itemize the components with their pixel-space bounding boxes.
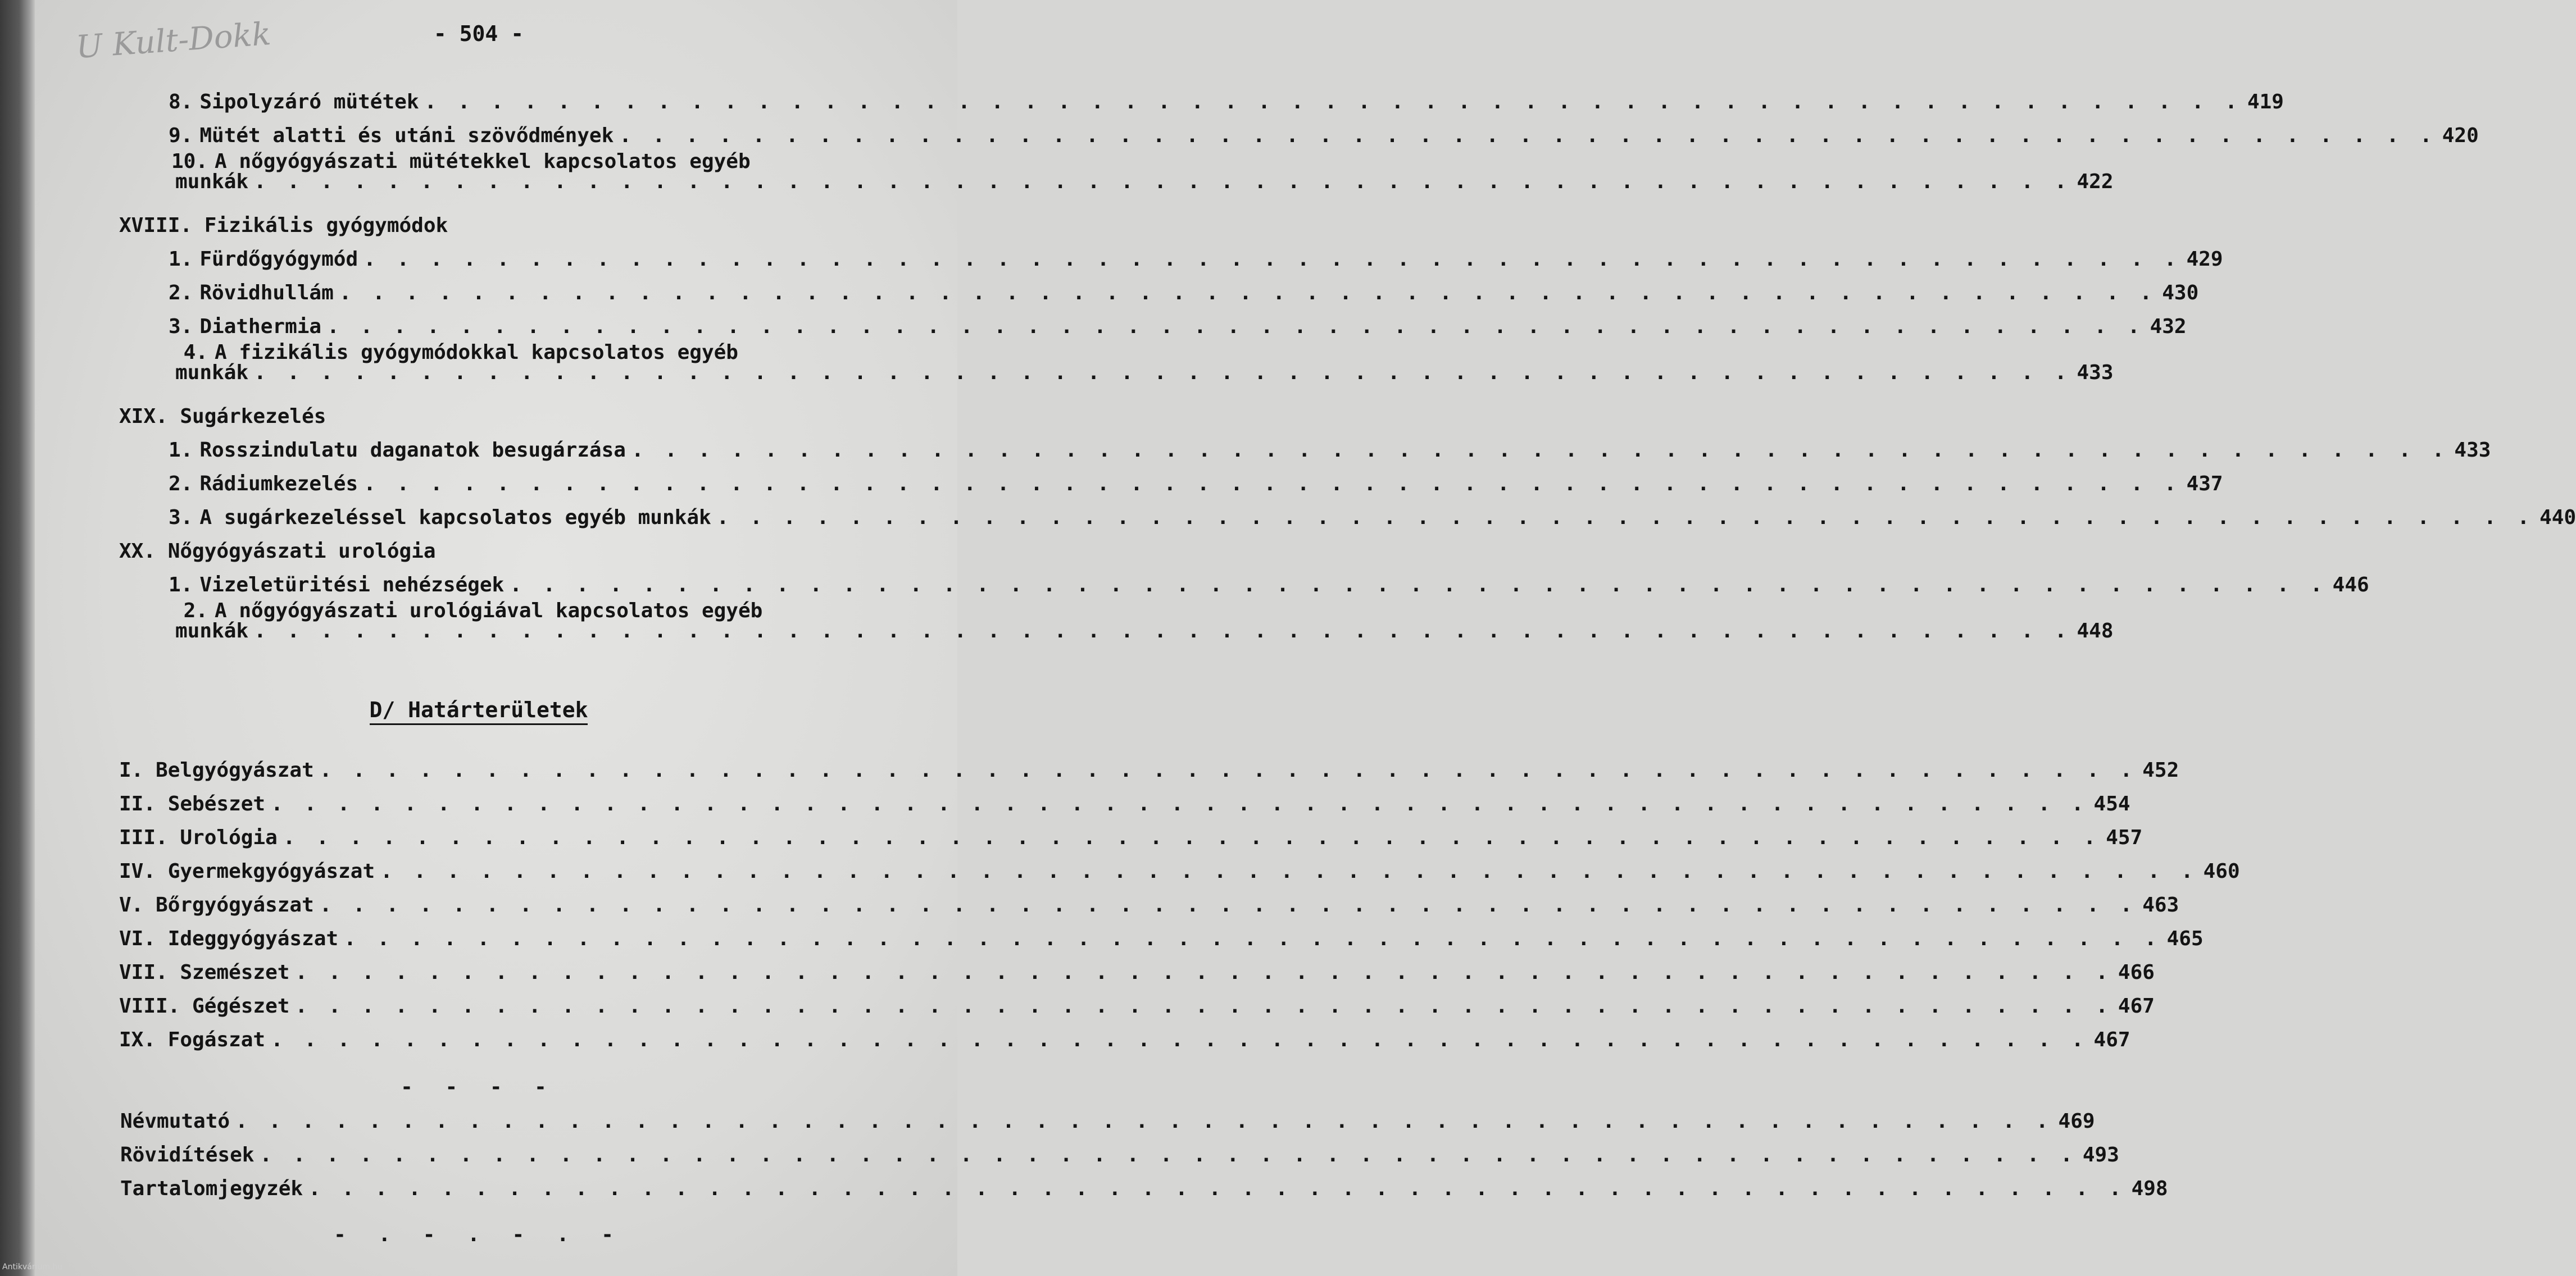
entry-page: 432 [2150, 315, 2187, 338]
leader-dots: . . . . . . . . . . . . . . . . . . . . . . . . . . . . . . . . . . . . . . . . . . . . . . . . . . . . . . . [254, 361, 2071, 384]
border-area-entry [119, 927, 2204, 951]
entry-number: 2. [169, 472, 193, 495]
leader-dots: . . . . . . . . . . . . . . . . . . . . . . . . . . . . . . . . . . . . . . . . . . . . . . . . . . . . . . . [271, 1028, 2088, 1051]
entry-page: 460 [2203, 860, 2240, 883]
leader-dots: . . . . . . . . . . . . . . . . . . . . . . . . . . . . . . . . . . . . . . . . . . . . . . . . . . . . . . . [380, 860, 2198, 883]
toc-entry-continued [169, 619, 2114, 644]
leader-dots: . . . . . . . . . . . . . . . . . . . . . . . . . . . . . . . . . . . . . . . . . . . . . . . . . . . . . . . [295, 961, 2112, 984]
entry-page: 452 [2142, 759, 2179, 782]
entry-page: 469 [2058, 1110, 2095, 1133]
entry-number: 8. [169, 90, 193, 113]
leader-dots: . . . . . . . . . . . . . . . . . . . . . . . . . . . . . . . . . . . . . . . . . . . . . . . . . . . . . . . [327, 315, 2145, 338]
toc-entry [169, 90, 2284, 115]
entry-number: 9. [169, 124, 193, 147]
entry-title: Diathermia [199, 315, 322, 338]
entry-title: V. Bőrgyógyászat [119, 894, 314, 917]
entry-title: Rosszindulatu daganatok besugárzása [199, 439, 626, 462]
entry-number: 1. [169, 248, 193, 271]
pencil-note: U Kult-Dokk [75, 15, 272, 66]
toc-entry [169, 247, 2223, 272]
toc-entry-continued [169, 170, 2114, 194]
leader-dots: . . . . . . . . . . . . . . . . . . . . . . . . . . . . . . . . . . . . . . . . . . . . . . . . . . . . . . . [295, 995, 2112, 1018]
entry-page: 467 [2093, 1028, 2130, 1051]
separator: - - - - [401, 1076, 557, 1099]
entry-title: Rádiumkezelés [199, 472, 358, 495]
chapter-heading: XIX. Sugárkezelés [119, 405, 326, 428]
entry-page: 446 [2332, 573, 2369, 596]
entry-title: Vizeletüritési nehézségek [199, 573, 505, 596]
leader-dots: . . . . . . . . . . . . . . . . . . . . . . . . . . . . . . . . . . . . . . . . . . . . . . . . . . . . . . . [254, 170, 2071, 193]
leader-dots: . . . . . . . . . . . . . . . . . . . . . . . . . . . . . . . . . . . . . . . . . . . . . . . . . . . . . . . [364, 248, 2181, 271]
entry-page: 422 [2077, 170, 2114, 193]
entry-title: munkák [175, 619, 249, 642]
leader-dots: . . . . . . . . . . . . . . . . . . . . . . . . . . . . . . . . . . . . . . . . . . . . . . . . . . . . . . . [716, 506, 2534, 529]
appendix-entry [120, 1109, 2095, 1134]
entry-page: 433 [2077, 361, 2114, 384]
entry-page: 457 [2106, 826, 2143, 849]
page-number: - 504 - [433, 21, 524, 46]
entry-page: 465 [2166, 927, 2204, 950]
entry-title: VI. Ideggyógyászat [119, 927, 339, 950]
leader-dots: . . . . . . . . . . . . . . . . . . . . . . . . . . . . . . . . . . . . . . . . . . . . . . . . . . . . . . . [424, 90, 2242, 113]
toc-entry [169, 281, 2199, 306]
entry-title: A nőgyógyászati urológiával kapcsolatos egyéb [215, 599, 763, 622]
entry-page: 448 [2077, 619, 2114, 642]
entry-title: Sipolyzáró mütétek [199, 90, 419, 113]
entry-title: Rövidhullám [199, 281, 334, 304]
entry-page: 430 [2162, 281, 2199, 304]
leader-dots: . . . . . . . . . . . . . . . . . . . . . . . . . . . . . . . . . . . . . . . . . . . . . . . . . . . . . . . [619, 124, 2437, 147]
watermark: Antikvárium.hu [2, 1263, 63, 1272]
entry-number: 1. [169, 439, 193, 462]
leader-dots: . . . . . . . . . . . . . . . . . . . . . . . . . . . . . . . . . . . . . . . . . . . . . . . . . . . . . . . [319, 759, 2137, 782]
border-area-entry [119, 960, 2155, 985]
toc-entry [169, 124, 2479, 148]
entry-page: 454 [2093, 792, 2130, 815]
entry-title: munkák [175, 170, 249, 193]
entry-title: III. Urológia [119, 826, 278, 849]
entry-page: 493 [2082, 1143, 2119, 1166]
section-title: D/ Határterületek [0, 698, 957, 722]
toc-entry [169, 472, 2223, 496]
entry-title: IX. Fogászat [119, 1028, 266, 1051]
entry-title: Rövidítések [120, 1143, 255, 1166]
entry-page: 440 [2539, 506, 2576, 529]
leader-dots: . . . . . . . . . . . . . . . . . . . . . . . . . . . . . . . . . . . . . . . . . . . . . . . . . . . . . . . [235, 1110, 2053, 1133]
appendix-entry [120, 1177, 2168, 1201]
entry-title: Mütét alatti és utáni szövődmények [199, 124, 614, 147]
appendix-entry [120, 1143, 2119, 1168]
leader-dots: . . . . . . . . . . . . . . . . . . . . . . . . . . . . . . . . . . . . . . . . . . . . . . . . . . . . . . . [364, 472, 2181, 495]
entry-page: 437 [2186, 472, 2223, 495]
border-area-entry [119, 758, 2179, 783]
leader-dots: . . . . . . . . . . . . . . . . . . . . . . . . . . . . . . . . . . . . . . . . . . . . . . . . . . . . . . . [344, 927, 2161, 950]
entry-number: 3. [169, 506, 193, 529]
entry-title: VIII. Gégészet [119, 995, 290, 1018]
toc-entry [169, 573, 2369, 598]
entry-title: VII. Szemészet [119, 961, 290, 984]
entry-page: 466 [2118, 961, 2155, 984]
entry-page: 420 [2442, 124, 2479, 147]
entry-number: 1. [169, 573, 193, 596]
entry-title: Fürdőgyógymód [199, 248, 358, 271]
leader-dots: . . . . . . . . . . . . . . . . . . . . . . . . . . . . . . . . . . . . . . . . . . . . . . . . . . . . . . . [254, 619, 2071, 642]
leader-dots: . . . . . . . . . . . . . . . . . . . . . . . . . . . . . . . . . . . . . . . . . . . . . . . . . . . . . . . [631, 439, 2449, 462]
leader-dots: . . . . . . . . . . . . . . . . . . . . . . . . . . . . . . . . . . . . . . . . . . . . . . . . . . . . . . . [271, 792, 2088, 815]
border-area-entry [119, 792, 2130, 817]
toc-entry [169, 505, 2576, 530]
entry-title: I. Belgyógyászat [119, 759, 314, 782]
border-area-entry [119, 1028, 2130, 1052]
border-area-entry [119, 859, 2240, 884]
entry-page: 467 [2118, 995, 2155, 1018]
entry-title: IV. Gyermekgyógyászat [119, 860, 375, 883]
entry-page: 419 [2247, 90, 2284, 113]
entry-title: munkák [175, 361, 249, 384]
separator: - . - . - . - [334, 1223, 624, 1246]
entry-page: 498 [2131, 1177, 2168, 1200]
entry-title: A sugárkezeléssel kapcsolatos egyéb munkák [199, 506, 711, 529]
chapter-heading: XVIII. Fizikális gyógymódok [119, 214, 448, 237]
entry-title: A fizikális gyógymódokkal kapcsolatos egyéb [215, 341, 738, 364]
entry-title: A nőgyógyászati mütétekkel kapcsolatos egyéb [215, 150, 751, 173]
entry-number: 3. [169, 315, 193, 338]
chapter-heading: XX. Nőgyógyászati urológia [119, 540, 436, 563]
leader-dots: . . . . . . . . . . . . . . . . . . . . . . . . . . . . . . . . . . . . . . . . . . . . . . . . . . . . . . . [510, 573, 2327, 596]
entry-title: Tartalomjegyzék [120, 1177, 303, 1200]
entry-number: 2. [169, 281, 193, 304]
entry-page: 429 [2186, 248, 2223, 271]
leader-dots: . . . . . . . . . . . . . . . . . . . . . . . . . . . . . . . . . . . . . . . . . . . . . . . . . . . . . . . [339, 281, 2157, 304]
leader-dots: . . . . . . . . . . . . . . . . . . . . . . . . . . . . . . . . . . . . . . . . . . . . . . . . . . . . . . . [308, 1177, 2126, 1200]
toc-entry-continued [169, 361, 2114, 385]
entry-page: 433 [2454, 439, 2491, 462]
entry-page: 463 [2142, 894, 2179, 917]
entry-number: 4. [183, 341, 208, 364]
toc-entry [169, 315, 2187, 339]
leader-dots: . . . . . . . . . . . . . . . . . . . . . . . . . . . . . . . . . . . . . . . . . . . . . . . . . . . . . . . [319, 894, 2137, 917]
border-area-entry [119, 893, 2179, 918]
entry-title: Névmutató [120, 1110, 230, 1133]
toc-entry [169, 438, 2491, 463]
border-area-entry [119, 826, 2143, 850]
border-area-entry [119, 994, 2155, 1019]
leader-dots: . . . . . . . . . . . . . . . . . . . . . . . . . . . . . . . . . . . . . . . . . . . . . . . . . . . . . . . [283, 826, 2101, 849]
entry-title: II. Sebészet [119, 792, 266, 815]
entry-number: 10. [171, 150, 208, 173]
leader-dots: . . . . . . . . . . . . . . . . . . . . . . . . . . . . . . . . . . . . . . . . . . . . . . . . . . . . . . . [260, 1143, 2077, 1166]
entry-number: 2. [183, 599, 208, 622]
